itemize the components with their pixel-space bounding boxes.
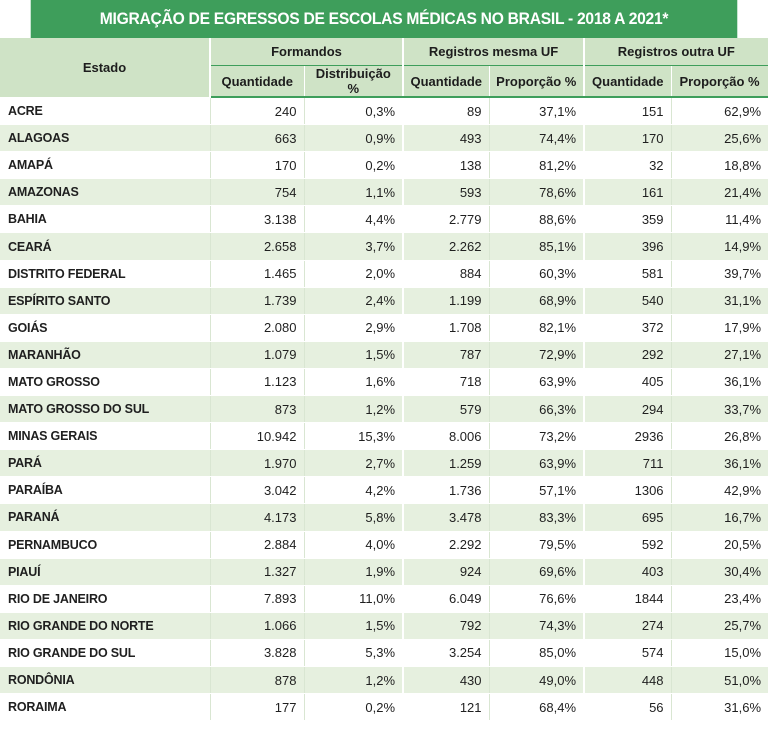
table-row: [0, 368, 768, 395]
mesma-uf-proporcao: 88,6%: [489, 206, 584, 233]
outra-uf-quantidade: 1844: [584, 585, 671, 612]
outra-uf-proporcao: 18,8%: [671, 152, 768, 179]
formandos-distribuicao: 1,6%: [304, 368, 403, 395]
formandos-quantidade: 1.327: [210, 558, 304, 585]
table-row: [0, 179, 768, 206]
formandos-distribuicao: 4,4%: [304, 206, 403, 233]
table-row: [0, 287, 768, 314]
mesma-uf-quantidade: 2.262: [403, 233, 489, 260]
mesma-uf-quantidade: 593: [403, 179, 489, 206]
table-row: [0, 341, 768, 368]
mesma-uf-quantidade: 2.292: [403, 531, 489, 558]
state-name: RORAIMA: [0, 694, 210, 721]
state-name: RIO GRANDE DO SUL: [0, 639, 210, 666]
formandos-quantidade: 878: [210, 666, 304, 693]
table-row: [0, 396, 768, 423]
table-row: [0, 233, 768, 260]
state-name: MATO GROSSO DO SUL: [0, 396, 210, 423]
mesma-uf-proporcao: 78,6%: [489, 179, 584, 206]
outra-uf-quantidade: 372: [584, 314, 671, 341]
outra-uf-proporcao: 25,7%: [671, 612, 768, 639]
formandos-quantidade: 177: [210, 694, 304, 721]
state-name: PARANÁ: [0, 504, 210, 531]
header-mesma-uf-proporcao: Proporção %: [489, 66, 584, 98]
outra-uf-proporcao: 20,5%: [671, 531, 768, 558]
mesma-uf-proporcao: 57,1%: [489, 477, 584, 504]
state-name: PARÁ: [0, 450, 210, 477]
mesma-uf-proporcao: 73,2%: [489, 423, 584, 450]
table-row: [0, 260, 768, 287]
formandos-quantidade: 2.658: [210, 233, 304, 260]
state-name: PARAÍBA: [0, 477, 210, 504]
outra-uf-proporcao: 30,4%: [671, 558, 768, 585]
mesma-uf-quantidade: 3.254: [403, 639, 489, 666]
formandos-distribuicao: 0,3%: [304, 97, 403, 125]
table-row: [0, 558, 768, 585]
formandos-distribuicao: 15,3%: [304, 423, 403, 450]
state-name: ALAGOAS: [0, 125, 210, 152]
mesma-uf-quantidade: 430: [403, 666, 489, 693]
mesma-uf-quantidade: 138: [403, 152, 489, 179]
formandos-distribuicao: 2,9%: [304, 314, 403, 341]
table-row: [0, 97, 768, 125]
state-name: GOIÁS: [0, 314, 210, 341]
mesma-uf-quantidade: 579: [403, 396, 489, 423]
mesma-uf-quantidade: 6.049: [403, 585, 489, 612]
table-row: [0, 125, 768, 152]
table-row: [0, 504, 768, 531]
table-row: [0, 152, 768, 179]
state-name: AMAPÁ: [0, 152, 210, 179]
state-name: CEARÁ: [0, 233, 210, 260]
formandos-quantidade: 873: [210, 396, 304, 423]
outra-uf-quantidade: 56: [584, 694, 671, 721]
mesma-uf-quantidade: 1.199: [403, 287, 489, 314]
outra-uf-proporcao: 36,1%: [671, 368, 768, 395]
formandos-quantidade: 1.970: [210, 450, 304, 477]
formandos-quantidade: 1.123: [210, 368, 304, 395]
formandos-distribuicao: 3,7%: [304, 233, 403, 260]
outra-uf-proporcao: 15,0%: [671, 639, 768, 666]
mesma-uf-quantidade: 8.006: [403, 423, 489, 450]
formandos-distribuicao: 4,0%: [304, 531, 403, 558]
mesma-uf-quantidade: 924: [403, 558, 489, 585]
formandos-quantidade: 240: [210, 97, 304, 125]
formandos-quantidade: 2.080: [210, 314, 304, 341]
outra-uf-quantidade: 294: [584, 396, 671, 423]
mesma-uf-proporcao: 49,0%: [489, 666, 584, 693]
outra-uf-quantidade: 448: [584, 666, 671, 693]
outra-uf-proporcao: 16,7%: [671, 504, 768, 531]
outra-uf-quantidade: 161: [584, 179, 671, 206]
formandos-distribuicao: 4,2%: [304, 477, 403, 504]
mesma-uf-proporcao: 68,9%: [489, 287, 584, 314]
table-row: [0, 585, 768, 612]
formandos-quantidade: 663: [210, 125, 304, 152]
outra-uf-proporcao: 26,8%: [671, 423, 768, 450]
mesma-uf-quantidade: 884: [403, 260, 489, 287]
table-header: [0, 38, 768, 97]
formandos-distribuicao: 2,4%: [304, 287, 403, 314]
migration-table: [0, 38, 768, 721]
mesma-uf-proporcao: 66,3%: [489, 396, 584, 423]
table-row: [0, 206, 768, 233]
table-row: [0, 694, 768, 721]
state-name: RIO GRANDE DO NORTE: [0, 612, 210, 639]
header-group-mesma-uf: Registros mesma UF: [403, 38, 584, 66]
state-name: MINAS GERAIS: [0, 423, 210, 450]
formandos-quantidade: 1.465: [210, 260, 304, 287]
formandos-quantidade: 7.893: [210, 585, 304, 612]
outra-uf-quantidade: 592: [584, 531, 671, 558]
state-name: ESPÍRITO SANTO: [0, 287, 210, 314]
state-name: BAHIA: [0, 206, 210, 233]
table-row: [0, 666, 768, 693]
mesma-uf-proporcao: 85,0%: [489, 639, 584, 666]
formandos-distribuicao: 11,0%: [304, 585, 403, 612]
outra-uf-quantidade: 403: [584, 558, 671, 585]
mesma-uf-proporcao: 69,6%: [489, 558, 584, 585]
formandos-distribuicao: 1,1%: [304, 179, 403, 206]
table-row: [0, 314, 768, 341]
formandos-quantidade: 10.942: [210, 423, 304, 450]
outra-uf-quantidade: 711: [584, 450, 671, 477]
outra-uf-quantidade: 695: [584, 504, 671, 531]
mesma-uf-quantidade: 792: [403, 612, 489, 639]
mesma-uf-proporcao: 83,3%: [489, 504, 584, 531]
state-name: PIAUÍ: [0, 558, 210, 585]
outra-uf-quantidade: 1306: [584, 477, 671, 504]
header-formandos-distribuicao: Distribuição %: [304, 66, 403, 98]
header-estado: Estado: [0, 38, 210, 97]
mesma-uf-quantidade: 1.736: [403, 477, 489, 504]
formandos-distribuicao: 5,8%: [304, 504, 403, 531]
outra-uf-proporcao: 14,9%: [671, 233, 768, 260]
outra-uf-proporcao: 27,1%: [671, 341, 768, 368]
outra-uf-proporcao: 23,4%: [671, 585, 768, 612]
outra-uf-quantidade: 581: [584, 260, 671, 287]
table-row: [0, 423, 768, 450]
state-name: PERNAMBUCO: [0, 531, 210, 558]
mesma-uf-quantidade: 493: [403, 125, 489, 152]
table-row: [0, 531, 768, 558]
mesma-uf-proporcao: 74,4%: [489, 125, 584, 152]
mesma-uf-proporcao: 76,6%: [489, 585, 584, 612]
outra-uf-quantidade: 292: [584, 341, 671, 368]
table-body: [0, 97, 768, 721]
outra-uf-proporcao: 25,6%: [671, 125, 768, 152]
formandos-distribuicao: 2,0%: [304, 260, 403, 287]
mesma-uf-proporcao: 72,9%: [489, 341, 584, 368]
outra-uf-quantidade: 151: [584, 97, 671, 125]
outra-uf-quantidade: 359: [584, 206, 671, 233]
state-name: RIO DE JANEIRO: [0, 585, 210, 612]
mesma-uf-proporcao: 68,4%: [489, 694, 584, 721]
formandos-distribuicao: 2,7%: [304, 450, 403, 477]
mesma-uf-proporcao: 85,1%: [489, 233, 584, 260]
formandos-distribuicao: 5,3%: [304, 639, 403, 666]
table-row: [0, 477, 768, 504]
formandos-distribuicao: 0,2%: [304, 152, 403, 179]
mesma-uf-quantidade: 121: [403, 694, 489, 721]
header-group-outra-uf: Registros outra UF: [584, 38, 768, 66]
state-name: ACRE: [0, 97, 210, 125]
state-name: DISTRITO FEDERAL: [0, 260, 210, 287]
table-row: [0, 450, 768, 477]
formandos-quantidade: 4.173: [210, 504, 304, 531]
outra-uf-quantidade: 170: [584, 125, 671, 152]
mesma-uf-quantidade: 1.259: [403, 450, 489, 477]
outra-uf-quantidade: 405: [584, 368, 671, 395]
formandos-quantidade: 3.138: [210, 206, 304, 233]
outra-uf-proporcao: 11,4%: [671, 206, 768, 233]
mesma-uf-proporcao: 82,1%: [489, 314, 584, 341]
mesma-uf-quantidade: 3.478: [403, 504, 489, 531]
formandos-distribuicao: 1,2%: [304, 666, 403, 693]
outra-uf-proporcao: 42,9%: [671, 477, 768, 504]
formandos-distribuicao: 0,9%: [304, 125, 403, 152]
mesma-uf-quantidade: 718: [403, 368, 489, 395]
outra-uf-proporcao: 17,9%: [671, 314, 768, 341]
outra-uf-proporcao: 31,1%: [671, 287, 768, 314]
formandos-quantidade: 754: [210, 179, 304, 206]
formandos-quantidade: 1.066: [210, 612, 304, 639]
outra-uf-proporcao: 36,1%: [671, 450, 768, 477]
state-name: AMAZONAS: [0, 179, 210, 206]
outra-uf-quantidade: 396: [584, 233, 671, 260]
outra-uf-proporcao: 39,7%: [671, 260, 768, 287]
outra-uf-quantidade: 540: [584, 287, 671, 314]
state-name: MARANHÃO: [0, 341, 210, 368]
state-name: MATO GROSSO: [0, 368, 210, 395]
mesma-uf-proporcao: 60,3%: [489, 260, 584, 287]
mesma-uf-quantidade: 1.708: [403, 314, 489, 341]
outra-uf-quantidade: 2936: [584, 423, 671, 450]
outra-uf-proporcao: 31,6%: [671, 694, 768, 721]
mesma-uf-proporcao: 81,2%: [489, 152, 584, 179]
table-row: [0, 639, 768, 666]
mesma-uf-proporcao: 63,9%: [489, 450, 584, 477]
formandos-quantidade: 3.042: [210, 477, 304, 504]
outra-uf-proporcao: 62,9%: [671, 97, 768, 125]
outra-uf-quantidade: 274: [584, 612, 671, 639]
header-group-formandos: Formandos: [210, 38, 403, 66]
formandos-distribuicao: 1,2%: [304, 396, 403, 423]
outra-uf-proporcao: 33,7%: [671, 396, 768, 423]
formandos-quantidade: 1.079: [210, 341, 304, 368]
mesma-uf-proporcao: 74,3%: [489, 612, 584, 639]
formandos-quantidade: 3.828: [210, 639, 304, 666]
header-outra-uf-proporcao: Proporção %: [671, 66, 768, 98]
formandos-quantidade: 2.884: [210, 531, 304, 558]
header-outra-uf-quantidade: Quantidade: [584, 66, 671, 98]
outra-uf-quantidade: 32: [584, 152, 671, 179]
mesma-uf-proporcao: 63,9%: [489, 368, 584, 395]
header-mesma-uf-quantidade: Quantidade: [403, 66, 489, 98]
table-title: MIGRAÇÃO DE EGRESSOS DE ESCOLAS MÉDICAS NO BRASIL - 2018 A 2021*: [31, 0, 738, 38]
mesma-uf-quantidade: 2.779: [403, 206, 489, 233]
outra-uf-proporcao: 51,0%: [671, 666, 768, 693]
mesma-uf-quantidade: 89: [403, 97, 489, 125]
state-name: RONDÔNIA: [0, 666, 210, 693]
table-row: [0, 612, 768, 639]
mesma-uf-quantidade: 787: [403, 341, 489, 368]
formandos-quantidade: 170: [210, 152, 304, 179]
formandos-quantidade: 1.739: [210, 287, 304, 314]
outra-uf-proporcao: 21,4%: [671, 179, 768, 206]
mesma-uf-proporcao: 37,1%: [489, 97, 584, 125]
header-formandos-quantidade: Quantidade: [210, 66, 304, 98]
formandos-distribuicao: 0,2%: [304, 694, 403, 721]
formandos-distribuicao: 1,5%: [304, 612, 403, 639]
mesma-uf-proporcao: 79,5%: [489, 531, 584, 558]
formandos-distribuicao: 1,9%: [304, 558, 403, 585]
formandos-distribuicao: 1,5%: [304, 341, 403, 368]
outra-uf-quantidade: 574: [584, 639, 671, 666]
